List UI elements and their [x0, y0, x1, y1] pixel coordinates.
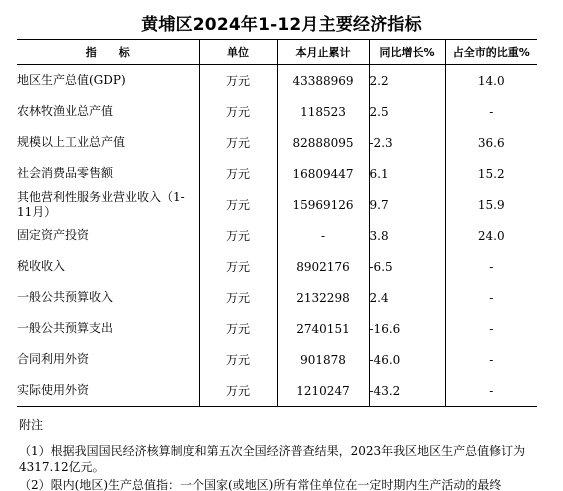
indicator-cumulative: 82888095: [277, 127, 369, 158]
indicator-cumulative: -: [277, 220, 369, 251]
indicator-unit: 万元: [199, 375, 277, 407]
note-item: （2）限内(地区)生产总值指：一个国家(或地区)所有常住单位在一定时期内生产活动的最终: [19, 478, 502, 491]
indicator-share: -: [445, 375, 537, 407]
table-header-row: [17, 40, 537, 65]
table-row: [17, 96, 537, 127]
indicator-share: 14.0: [477, 73, 505, 88]
header-indicator: 指 标: [17, 40, 199, 65]
indicator-share: 15.2: [477, 166, 505, 181]
table-row: [17, 65, 537, 97]
indicator-unit: 万元: [199, 220, 277, 251]
table-row: [17, 282, 537, 313]
indicator-name: 地区生产总值(GDP): [17, 65, 199, 97]
indicator-cumulative: 1210247: [277, 375, 369, 407]
indicator-cumulative: 2132298: [277, 282, 369, 313]
indicator-yoy: -2.3: [369, 127, 445, 158]
indicator-share: -: [489, 259, 494, 274]
indicator-cumulative: 43388969: [277, 65, 369, 97]
indicator-yoy: -16.6: [369, 313, 445, 344]
indicator-yoy: -43.2: [369, 375, 445, 407]
indicator-name: 税收收入: [17, 251, 199, 282]
indicator-share: -: [489, 321, 494, 336]
indicator-name: 规模以上工业总产值: [17, 127, 199, 158]
indicator-name: 社会消费品零售额: [17, 158, 199, 189]
indicator-share: -: [489, 352, 494, 367]
indicator-share: 24.0: [477, 228, 505, 243]
indicator-yoy: 3.8: [369, 220, 445, 251]
header-share: 占全市的比重%: [445, 40, 537, 65]
indicator-yoy: -6.5: [369, 251, 445, 282]
table-row: [17, 127, 537, 158]
indicator-unit: 万元: [199, 344, 277, 375]
indicator-yoy: -46.0: [369, 344, 445, 375]
table-row: [17, 220, 537, 251]
header-unit: 单位: [199, 40, 277, 65]
indicator-unit: 万元: [199, 65, 277, 97]
indicator-cumulative: 16809447: [277, 158, 369, 189]
table-row: [17, 313, 537, 344]
notes-section: [19, 417, 539, 491]
table-row: [17, 344, 537, 375]
indicator-cumulative: 15969126: [277, 189, 369, 220]
indicator-name: 固定资产投资: [17, 220, 199, 251]
indicator-yoy: 6.1: [369, 158, 445, 189]
table-row: [17, 375, 537, 407]
indicator-unit: 万元: [199, 251, 277, 282]
indicator-name: 实际使用外资: [17, 375, 199, 407]
indicator-name: 一般公共预算收入: [17, 282, 199, 313]
indicator-yoy: 2.4: [369, 282, 445, 313]
indicator-share: -: [489, 104, 494, 119]
indicator-unit: 万元: [199, 96, 277, 127]
header-yoy: 同比增长%: [369, 40, 445, 65]
indicator-name: 合同利用外资: [17, 344, 199, 375]
indicator-share: 36.6: [477, 135, 505, 150]
notes-heading: 附注: [19, 418, 44, 432]
indicator-name: 其他营利性服务业营业收入（1-11月）: [17, 189, 199, 220]
page-title: 黄埔区2024年1-12月主要经济指标: [141, 15, 422, 35]
indicator-yoy: 2.5: [369, 96, 445, 127]
header-cumulative: 本月止累计: [277, 40, 369, 65]
indicator-name: 一般公共预算支出: [17, 313, 199, 344]
indicator-unit: 万元: [199, 282, 277, 313]
indicator-unit: 万元: [199, 313, 277, 344]
note-item: （1）根据我国国民经济核算制度和第五次全国经济普查结果，2023年我区地区生产总值修订为4317.12亿元。: [19, 444, 526, 474]
indicators-table: [17, 39, 537, 407]
indicator-cumulative: 8902176: [277, 251, 369, 282]
indicator-unit: 万元: [199, 127, 277, 158]
table-row: [17, 189, 537, 220]
table-row: [17, 251, 537, 282]
table-row: [17, 158, 537, 189]
indicator-cumulative: 901878: [277, 344, 369, 375]
indicator-share: 15.9: [477, 197, 505, 212]
indicator-unit: 万元: [199, 189, 277, 220]
indicator-share: -: [489, 290, 494, 305]
indicator-yoy: 2.2: [369, 65, 445, 97]
indicator-name: 农林牧渔业总产值: [17, 96, 199, 127]
indicator-unit: 万元: [199, 158, 277, 189]
indicator-cumulative: 2740151: [277, 313, 369, 344]
indicator-yoy: 9.7: [369, 189, 445, 220]
indicator-cumulative: 118523: [277, 96, 369, 127]
